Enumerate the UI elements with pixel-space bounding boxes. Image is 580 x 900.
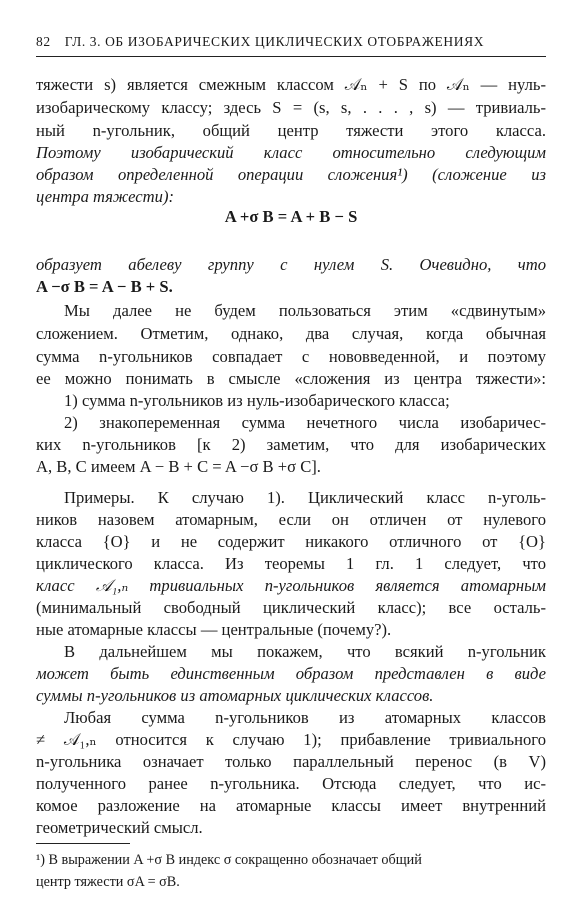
- footnote-line: ¹) В выражении A +σ B индекс σ сокращенно обозначает общий: [36, 852, 422, 868]
- text-line: полученного ранее n-угольника. Отсюда следует, что ис-: [36, 774, 546, 793]
- text-line: Любая сумма n-угольников из атомарных классов: [64, 708, 546, 727]
- footnote-line: центр тяжести σA = σB.: [36, 874, 180, 890]
- text-line: может быть единственным образом представлен в виде: [36, 664, 546, 683]
- page-number: 82: [36, 34, 51, 49]
- text-line: n-угольника означает только параллельный перенос (в V): [36, 752, 546, 771]
- text-line: ких n-угольников [к 2) заметим, что для изобарических: [36, 435, 546, 454]
- running-title: ГЛ. 3. ОБ ИЗОБАРИЧЕСКИХ ЦИКЛИЧЕСКИХ ОТОБРАЖЕНИЯХ: [64, 34, 485, 49]
- text-line: 2) знакопеременная сумма нечетного числа изобаричес-: [64, 413, 546, 432]
- footnote-rule: [36, 843, 130, 844]
- text-line: комое разложение на атомарные классы имеет внутренний: [36, 796, 546, 815]
- text-line: центра тяжести):: [36, 187, 174, 206]
- text-line: ее можно понимать в смысле «сложения из центра тяжести»:: [36, 369, 546, 388]
- text-line: ников назовем атомарным, если он отличен от нулевого: [36, 510, 546, 529]
- text-line: В дальнейшем мы покажем, что всякий n-угольник: [64, 642, 546, 661]
- running-header: [36, 34, 546, 50]
- text-line: A −σ B = A − B + S.: [36, 277, 173, 296]
- text-line: сложением. Отметим, однако, два случая, когда обычная: [36, 324, 546, 343]
- header-rule: [36, 56, 546, 57]
- text-line: ные атомарные классы — центральные (почему?).: [36, 620, 392, 639]
- text-line: сумма n-угольников совпадает с нововведенной, и поэтому: [36, 347, 546, 366]
- text-line: Поэтому изобарический класс относительно следующим: [36, 143, 546, 162]
- text-line: ≠ 𝒜₁,ₙ относится к случаю 1); прибавление тривиального: [36, 730, 546, 749]
- text-line: ный n-угольник, общий центр тяжести этого класса.: [36, 121, 546, 140]
- text-line: A, B, C имеем A − B + C = A −σ B +σ C].: [36, 457, 321, 476]
- text-line: тяжести s) является смежным классом 𝒜ₙ + S по 𝒜ₙ — нуль-: [36, 75, 546, 94]
- text-line: Примеры. К случаю 1). Циклический класс n-уголь-: [64, 488, 546, 507]
- text-line: (минимальный свободный циклический класс); все осталь-: [36, 598, 546, 617]
- text-line: образует абелеву группу с нулем S. Очевидно, что: [36, 255, 546, 274]
- text-line: класс 𝒜₁,ₙ тривиальных n-угольников является атомарным: [36, 576, 546, 595]
- text-line: циклического класса. Из теоремы 1 гл. 1 следует, что: [36, 554, 546, 573]
- text-line: Мы далее не будем пользоваться этим «сдвинутым»: [64, 301, 546, 320]
- text-line: образом определенной операции сложения¹) (сложение из: [36, 165, 546, 184]
- text-line: геометрический смысл.: [36, 818, 203, 837]
- display-equation: A +σ B = A + B − S: [224, 207, 358, 226]
- text-line: суммы n-угольников из атомарных циклических классов.: [36, 686, 434, 705]
- text-line: 1) сумма n-угольников из нуль-изобарического класса;: [64, 391, 450, 410]
- text-line: изобарическому классу; здесь S = (s, s, . . . , s) — тривиаль-: [36, 98, 546, 117]
- text-line: класса {O} и не содержит никакого отличного от {O}: [36, 532, 546, 551]
